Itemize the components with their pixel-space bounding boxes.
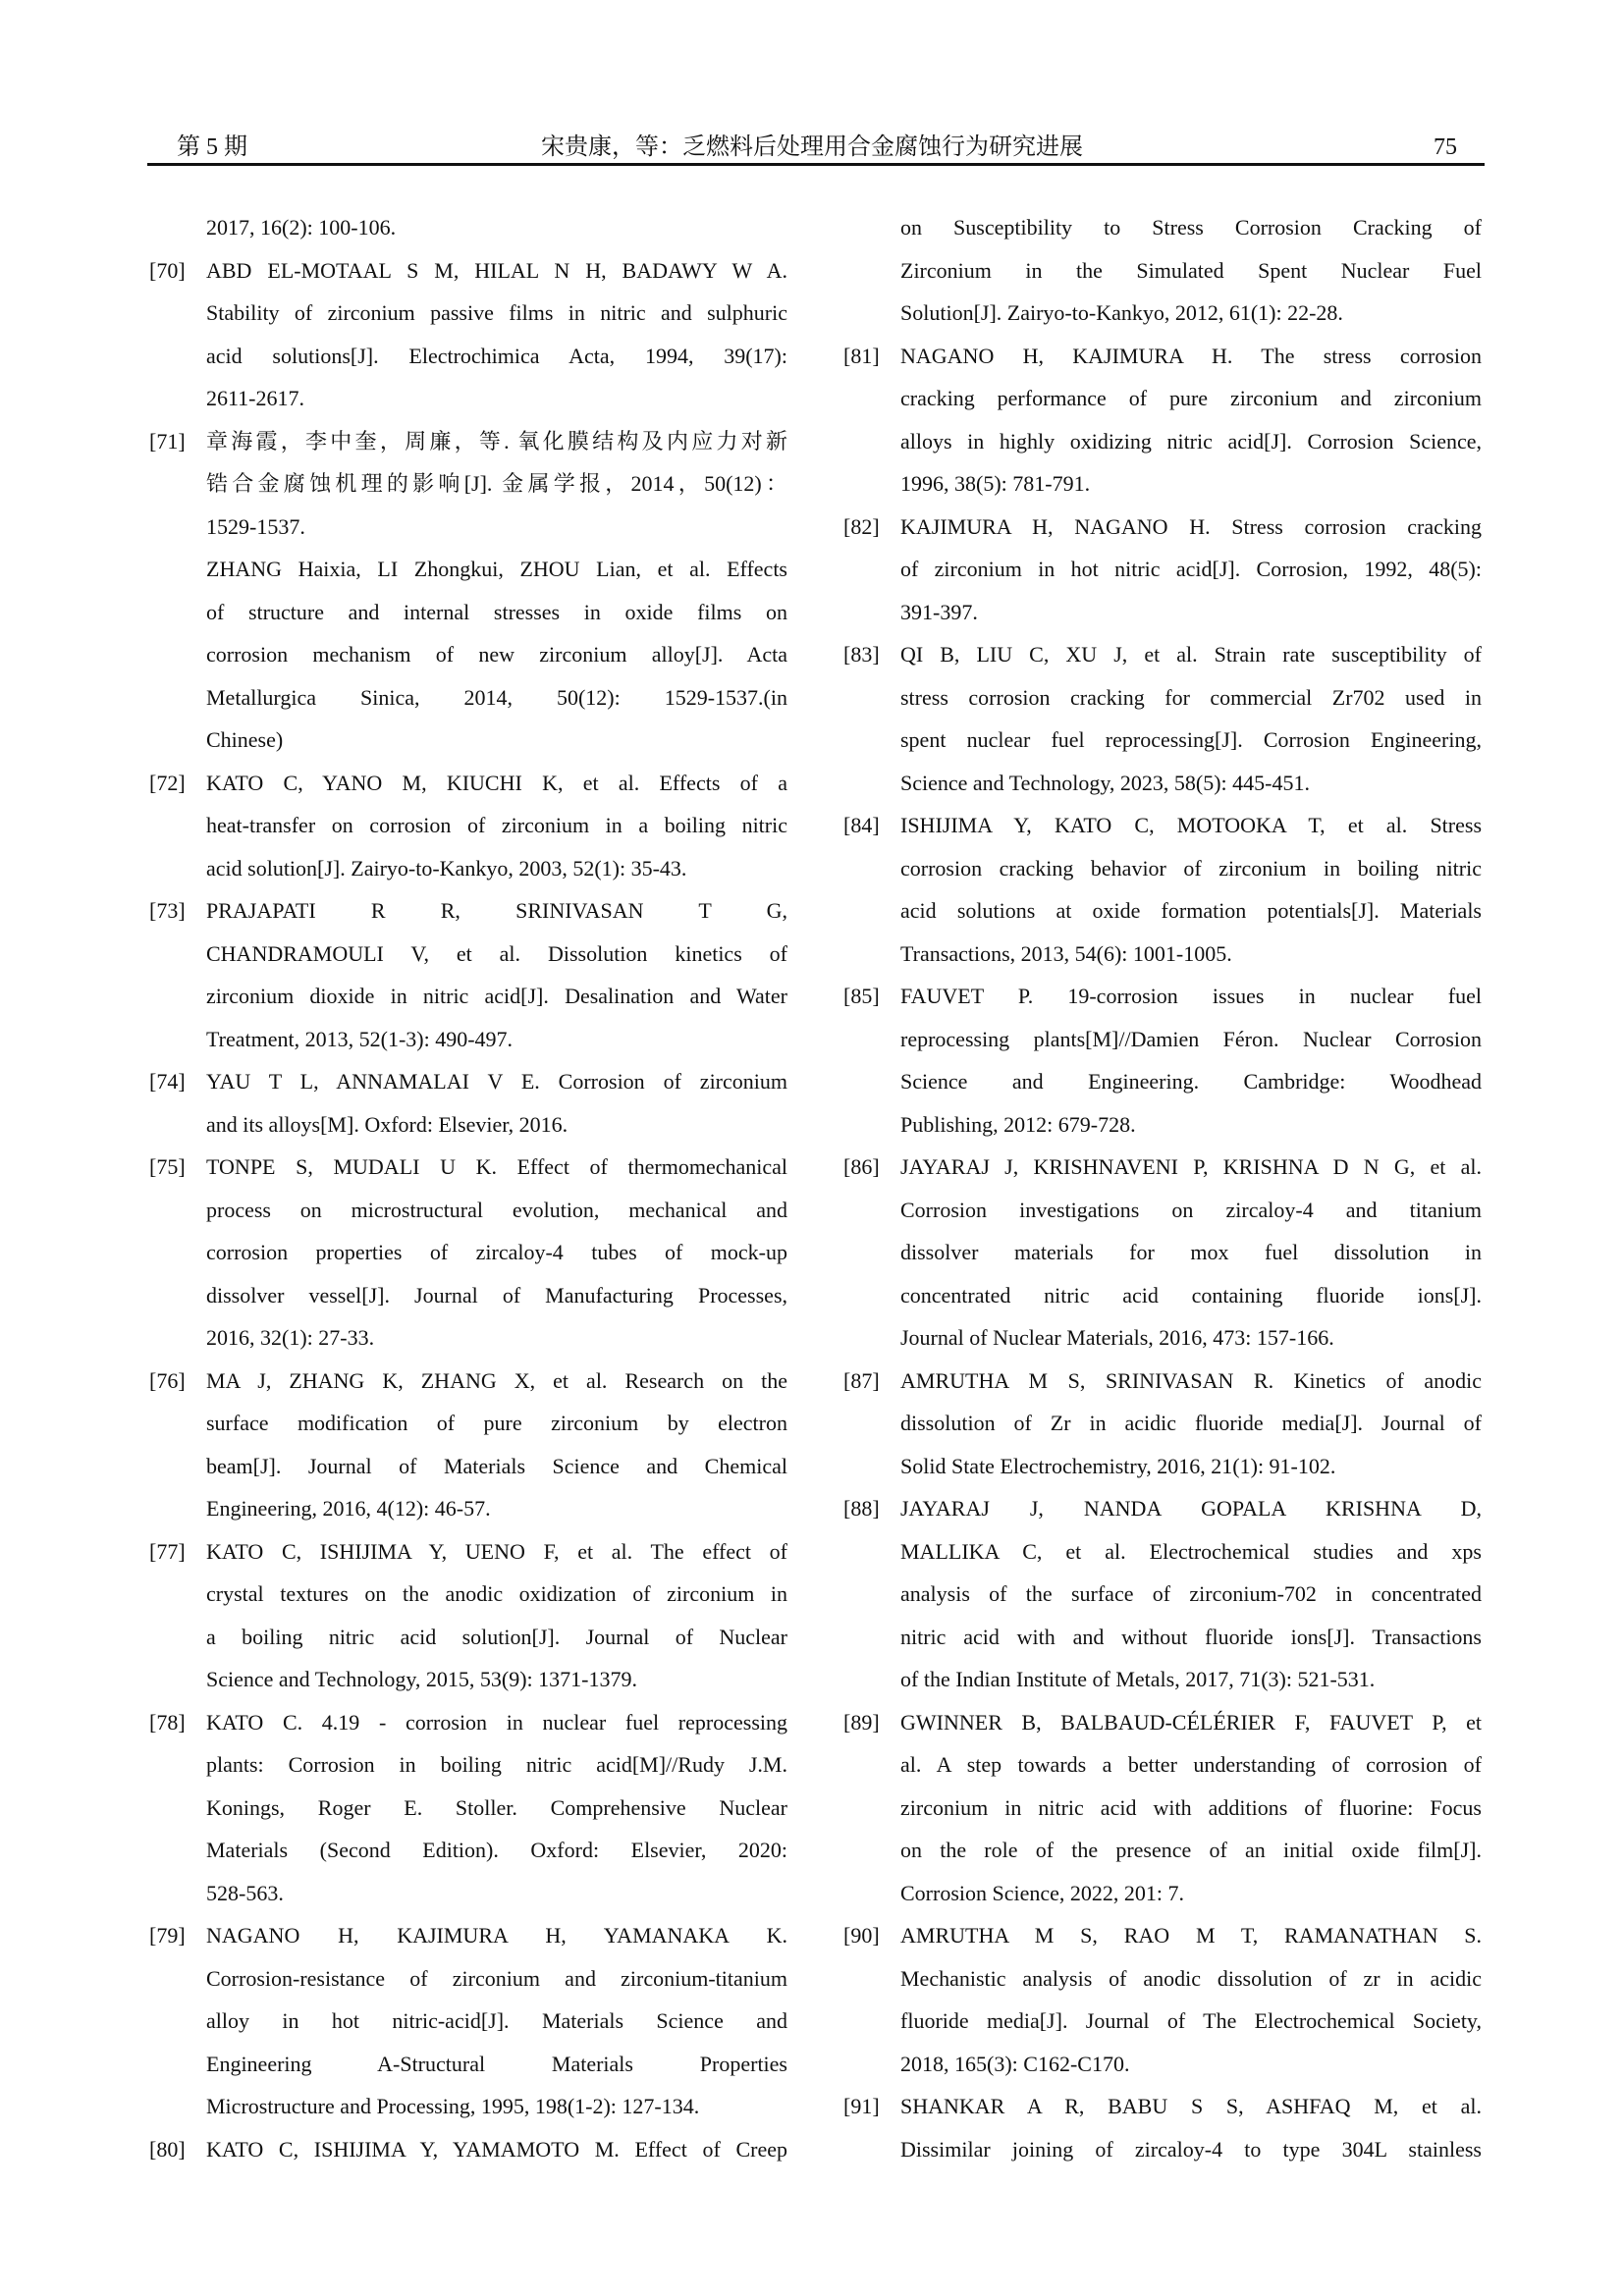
reference-line: KAJIMURA H, NAGANO H. Stress corrosion cracking — [900, 513, 1482, 539]
reference-number: [87] — [843, 1367, 880, 1393]
reference-entry — [843, 206, 1482, 335]
reference-entry — [149, 420, 787, 549]
reference-line: reprocessing plants[M]//Damien Féron. Nuclear Corrosion — [900, 1026, 1482, 1051]
reference-entry — [843, 506, 1482, 634]
reference-line: QI B, LIU C, XU J, et al. Strain rate susceptibility of — [900, 642, 1482, 667]
reference-line: Solid State Electrochemistry, 2016, 21(1): 91-102. — [900, 1453, 1336, 1478]
reference-line: 391-397. — [900, 599, 978, 624]
reference-line: FAUVET P. 19-corrosion issues in nuclear fuel — [900, 984, 1482, 1008]
reference-line: PRAJAPATI R R, SRINIVASAN T G, — [206, 898, 787, 923]
reference-number: [73] — [149, 898, 186, 923]
reference-number: [74] — [149, 1069, 186, 1094]
reference-entry — [843, 1146, 1482, 1360]
reference-line: Publishing, 2012: 679-728. — [900, 1111, 1136, 1137]
reference-line: on the role of the presence of an initial oxide film[J]. — [900, 1838, 1482, 1862]
reference-line: of zirconium in hot nitric acid[J]. Corrosion, 1992, 48(5): — [900, 557, 1482, 581]
reference-line: 2017, 16(2): 100-106. — [206, 215, 397, 240]
reference-line: JAYARAJ J, NANDA GOPALA KRISHNA D, — [900, 1496, 1482, 1521]
reference-column-left — [149, 206, 787, 2170]
reference-line: crystal textures on the anodic oxidization of zirconium in — [206, 1581, 787, 1606]
reference-line: AMRUTHA M S, SRINIVASAN R. Kinetics of anodic — [900, 1367, 1482, 1393]
reference-line: Science and Technology, 2015, 53(9): 1371-1379. — [206, 1667, 637, 1691]
reference-line: Transactions, 2013, 54(6): 1001-1005. — [900, 940, 1232, 966]
reference-line: acid solutions[J]. Electrochimica Acta, 1994, 39(17): — [206, 343, 787, 368]
reference-number: [84] — [843, 813, 880, 837]
reference-number: [76] — [149, 1367, 186, 1393]
reference-number: [70] — [149, 257, 186, 283]
reference-line: Mechanistic analysis of anodic dissolution of zr in acidic — [900, 1965, 1482, 1991]
reference-line: AMRUTHA M S, RAO M T, RAMANATHAN S. — [900, 1923, 1482, 1948]
reference-line: Materials (Second Edition). Oxford: Elsevier, 2020: — [206, 1838, 787, 1862]
reference-number: [80] — [149, 2136, 186, 2162]
reference-line: dissolver vessel[J]. Journal of Manufacturing Processes, — [206, 1282, 787, 1308]
reference-line: MA J, ZHANG K, ZHANG X, et al. Research on the — [206, 1367, 787, 1393]
reference-line: stress corrosion cracking for commercial Zr702 used in — [900, 684, 1482, 710]
reference-line: alloys in highly oxidizing nitric acid[J]. Corrosion Science, — [900, 428, 1482, 454]
reference-line: Science and Engineering. Cambridge: Woodhead — [900, 1069, 1482, 1094]
reference-entry — [149, 762, 787, 890]
reference-entry — [149, 1146, 787, 1360]
reference-line: nitric acid with and without fluoride ions[J]. Transactions — [900, 1624, 1482, 1649]
reference-line: surface modification of pure zirconium by electron — [206, 1411, 787, 1435]
reference-line: and its alloys[M]. Oxford: Elsevier, 2016. — [206, 1111, 568, 1137]
reference-line: TONPE S, MUDALI U K. Effect of thermomechanical — [206, 1154, 787, 1179]
reference-line: cracking performance of pure zirconium and zirconium — [900, 386, 1482, 410]
reference-entry — [149, 548, 787, 762]
reference-line: plants: Corrosion in boiling nitric acid[M]//Rudy J.M. — [206, 1752, 787, 1777]
reference-line: corrosion mechanism of new zirconium alloy[J]. Acta — [206, 642, 787, 667]
reference-number: [91] — [843, 2094, 880, 2118]
reference-entry — [843, 804, 1482, 975]
reference-line: ABD EL-MOTAAL S M, HILAL N H, BADAWY W A. — [206, 257, 787, 283]
reference-line: dissolver materials for mox fuel dissolution in — [900, 1240, 1482, 1264]
reference-entry — [149, 1701, 787, 1915]
reference-line: fluoride media[J]. Journal of The Electrochemical Society, — [900, 2008, 1482, 2033]
reference-line: ZHANG Haixia, LI Zhongkui, ZHOU Lian, et al. Effects — [206, 557, 787, 581]
reference-line: corrosion cracking behavior of zirconium in boiling nitric — [900, 855, 1482, 881]
reference-line: Stability of zirconium passive films in nitric and sulphuric — [206, 300, 787, 325]
reference-line: of the Indian Institute of Metals, 2017, 71(3): 521-531. — [900, 1667, 1376, 1691]
reference-entry — [843, 335, 1482, 506]
reference-line: analysis of the surface of zirconium-702 in concentrated — [900, 1581, 1482, 1606]
header-rule — [147, 163, 1485, 166]
reference-line: KATO C, YANO M, KIUCHI K, et al. Effects of a — [206, 770, 787, 795]
reference-entry — [843, 1360, 1482, 1488]
reference-number: [88] — [843, 1496, 880, 1521]
reference-line: zirconium dioxide in nitric acid[J]. Desalination and Water — [206, 984, 787, 1008]
reference-line: concentrated nitric acid containing fluoride ions[J]. — [900, 1282, 1482, 1308]
reference-line: Corrosion-resistance of zirconium and zirconium-titanium — [206, 1965, 787, 1991]
reference-number: [75] — [149, 1154, 186, 1179]
reference-number: [71] — [149, 428, 186, 454]
reference-line: zirconium in nitric acid with additions of fluorine: Focus — [900, 1794, 1482, 1820]
reference-line: acid solution[J]. Zairyo-to-Kankyo, 2003, 52(1): 35-43. — [206, 855, 687, 881]
reference-line: 528-563. — [206, 1880, 284, 1905]
reference-line: SHANKAR A R, BABU S S, ASHFAQ M, et al. — [900, 2094, 1482, 2118]
reference-line: MALLIKA C, et al. Electrochemical studies and xps — [900, 1538, 1482, 1564]
reference-line: CHANDRAMOULI V, et al. Dissolution kinetics of — [206, 940, 787, 966]
reference-entry — [843, 975, 1482, 1146]
reference-line: KATO C, ISHIJIMA Y, UENO F, et al. The effect of — [206, 1538, 787, 1564]
reference-entry — [149, 1530, 787, 1701]
reference-line: Corrosion investigations on zircaloy-4 and titanium — [900, 1197, 1482, 1222]
reference-number: [90] — [843, 1923, 880, 1948]
reference-number: [79] — [149, 1923, 186, 1948]
reference-line: a boiling nitric acid solution[J]. Journal of Nuclear — [206, 1624, 787, 1649]
reference-number: [78] — [149, 1709, 186, 1735]
running-header-title: 宋贵康，等：乏燃料后处理用合金腐蚀行为研究进展 — [541, 134, 1083, 160]
reference-entry — [149, 2128, 787, 2171]
reference-line: KATO C. 4.19 - corrosion in nuclear fuel reprocessing — [206, 1709, 787, 1735]
reference-column-right — [843, 206, 1482, 2170]
reference-number: [85] — [843, 984, 880, 1008]
reference-line: corrosion properties of zircaloy-4 tubes of mock-up — [206, 1240, 787, 1264]
reference-line: process on microstructural evolution, mechanical and — [206, 1197, 787, 1222]
reference-entry — [149, 1060, 787, 1146]
reference-line: 1529-1537. — [206, 513, 305, 539]
reference-line: Solution[J]. Zairyo-to-Kankyo, 2012, 61(1): 22-28. — [900, 300, 1343, 325]
reference-line: JAYARAJ J, KRISHNAVENI P, KRISHNA D N G, et al. — [900, 1154, 1482, 1179]
reference-line: acid solutions at oxide formation potentials[J]. Materials — [900, 898, 1482, 923]
reference-line: NAGANO H, KAJIMURA H, YAMANAKA K. — [206, 1923, 787, 1948]
reference-line: NAGANO H, KAJIMURA H. The stress corrosion — [900, 343, 1482, 368]
reference-line: Konings, Roger E. Stoller. Comprehensive Nuclear — [206, 1794, 787, 1820]
reference-entry — [843, 1914, 1482, 2085]
reference-line: Chinese) — [206, 727, 284, 752]
reference-line: GWINNER B, BALBAUD-CÉLÉRIER F, FAUVET P, et — [900, 1709, 1482, 1735]
reference-line: 1996, 38(5): 781-791. — [900, 471, 1091, 496]
reference-line: beam[J]. Journal of Materials Science and Chemical — [206, 1453, 787, 1478]
reference-entry — [843, 1487, 1482, 1701]
reference-line: spent nuclear fuel reprocessing[J]. Corrosion Engineering, — [900, 727, 1482, 752]
reference-entry — [149, 1914, 787, 2128]
reference-line: Engineering A-Structural Materials Properties — [206, 2051, 787, 2076]
reference-line: heat-transfer on corrosion of zirconium in a boiling nitric — [206, 813, 787, 837]
reference-number: [81] — [843, 343, 880, 368]
reference-entry — [843, 633, 1482, 804]
reference-line: dissolution of Zr in acidic fluoride media[J]. Journal of — [900, 1411, 1482, 1435]
reference-line: Metallurgica Sinica, 2014, 50(12): 1529-1537.(in — [206, 684, 787, 710]
reference-entry — [843, 1701, 1482, 1915]
reference-entry — [149, 1360, 787, 1530]
reference-line: of structure and internal stresses in oxide films on — [206, 599, 787, 624]
reference-number: [77] — [149, 1538, 186, 1564]
reference-line: Corrosion Science, 2022, 201: 7. — [900, 1880, 1185, 1905]
reference-line: ISHIJIMA Y, KATO C, MOTOOKA T, et al. Stress — [900, 813, 1482, 837]
running-header-issue: 第 5 期 — [177, 134, 247, 160]
reference-line: Dissimilar joining of zircaloy-4 to type 304L stainless — [900, 2136, 1482, 2162]
reference-line: Treatment, 2013, 52(1-3): 490-497. — [206, 1026, 514, 1051]
reference-number: [82] — [843, 513, 880, 539]
reference-line: YAU T L, ANNAMALAI V E. Corrosion of zirconium — [206, 1069, 787, 1094]
reference-line: 2018, 165(3): C162-C170. — [900, 2051, 1130, 2076]
reference-line: 章海霞，李中奎，周廉，等. 氧化膜结构及内应力对新 — [206, 428, 787, 454]
reference-line: Zirconium in the Simulated Spent Nuclear Fuel — [900, 257, 1482, 283]
reference-line: Journal of Nuclear Materials, 2016, 473: 157-166. — [900, 1325, 1334, 1350]
reference-entry — [149, 889, 787, 1060]
reference-line: al. A step towards a better understanding of corrosion of — [900, 1752, 1482, 1777]
reference-line: 2016, 32(1): 27-33. — [206, 1325, 375, 1350]
reference-line: Science and Technology, 2023, 58(5): 445-451. — [900, 770, 1310, 795]
reference-number: [86] — [843, 1154, 880, 1179]
reference-line: 锆合金腐蚀机理的影响[J]. 金属学报，2014，50(12)： — [206, 471, 787, 496]
reference-line: Engineering, 2016, 4(12): 46-57. — [206, 1496, 491, 1521]
reference-number: [72] — [149, 770, 186, 795]
reference-line: alloy in hot nitric-acid[J]. Materials Science and — [206, 2008, 787, 2033]
reference-number: [83] — [843, 642, 880, 667]
reference-line: KATO C, ISHIJIMA Y, YAMAMOTO M. Effect of Creep — [206, 2136, 787, 2162]
reference-entry — [149, 206, 787, 249]
reference-line: 2611-2617. — [206, 386, 305, 410]
page-number: 75 — [1434, 134, 1457, 160]
reference-entry — [149, 249, 787, 420]
reference-entry — [843, 2085, 1482, 2170]
reference-line: Microstructure and Processing, 1995, 198(1-2): 127-134. — [206, 2094, 700, 2118]
reference-line: on Susceptibility to Stress Corrosion Cracking of — [900, 215, 1482, 240]
reference-number: [89] — [843, 1709, 880, 1735]
